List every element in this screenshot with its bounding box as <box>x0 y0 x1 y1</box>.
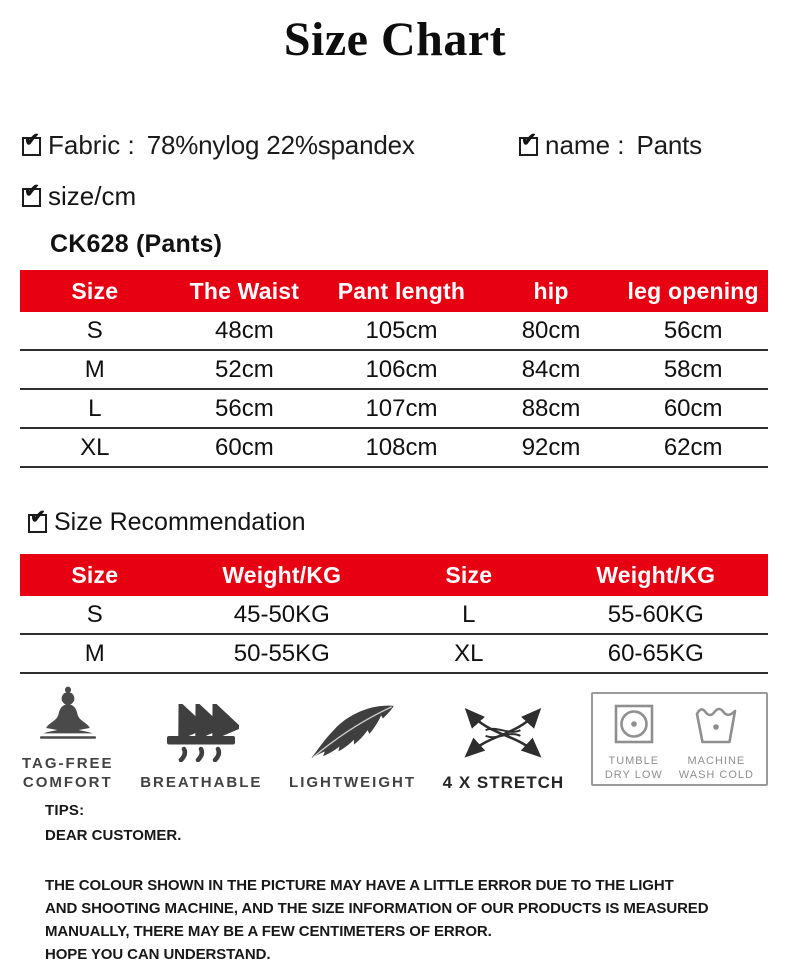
feature-lightweight <box>289 686 416 792</box>
name-value: Pants <box>636 130 702 160</box>
table-cell: M <box>84 355 105 383</box>
table-row <box>20 350 768 389</box>
care-label: TUMBLE <box>608 755 660 767</box>
tips-line: AND SHOOTING MACHINE, AND THE SIZE INFORMATION OF OUR PRODUCTS IS MEASURED <box>45 900 709 917</box>
table-cell: 56cm <box>663 316 723 344</box>
tips-salutation: DEAR CUSTOMER. <box>45 827 182 844</box>
feather-icon <box>307 702 399 767</box>
fabric-label: Fabric : <box>48 130 135 160</box>
table-cell: S <box>86 316 103 344</box>
feature-strip <box>0 686 790 792</box>
name-line <box>519 130 702 161</box>
care-machine-wash <box>678 704 754 781</box>
table-cell: L <box>462 600 476 628</box>
table-cell: 58cm <box>663 355 723 383</box>
table-cell: 80cm <box>521 316 581 344</box>
product-code: CK628 (Pants) <box>50 230 223 258</box>
checkbox-checked-icon <box>22 188 41 207</box>
care-instructions-box <box>591 692 768 786</box>
feature-breathable <box>140 686 262 792</box>
table-cell: XL <box>454 639 484 667</box>
table-cell: 88cm <box>521 394 581 422</box>
size-table-header-row <box>20 270 768 312</box>
size-table-header: hip <box>484 270 619 312</box>
feature-label: TAG-FREE <box>22 755 114 772</box>
feature-label: COMFORT <box>22 774 113 791</box>
name-label: name : <box>545 130 625 160</box>
fabric-line <box>22 130 415 161</box>
tips-section <box>45 802 790 966</box>
checkbox-checked-icon <box>22 137 41 156</box>
feature-label: LIGHTWEIGHT <box>289 774 417 791</box>
table-cell: M <box>84 639 105 667</box>
tips-line: MANUALLY, THERE MAY BE A FEW CENTIMETERS OF ERROR. <box>45 923 492 940</box>
table-row <box>20 596 768 634</box>
table-cell: 105cm <box>365 316 438 344</box>
table-row <box>20 428 768 467</box>
tips-body <box>45 874 790 966</box>
size-table-header: leg opening <box>618 270 768 312</box>
size-table-header: Pant length <box>319 270 484 312</box>
care-label: DRY LOW <box>604 769 663 781</box>
feature-label: BREATHABLE <box>140 774 263 791</box>
yoga-meditation-icon <box>37 685 99 748</box>
machine-wash-icon <box>695 704 737 749</box>
table-cell: 107cm <box>365 394 438 422</box>
size-unit-line <box>22 181 790 212</box>
recommendation-header: Weight/KG <box>544 554 768 596</box>
checkbox-checked-icon <box>519 137 538 156</box>
table-cell: 48cm <box>215 316 274 344</box>
table-cell: 62cm <box>663 433 723 461</box>
size-table <box>20 270 768 468</box>
stretch-arrows-icon <box>455 704 551 767</box>
table-cell: 60cm <box>215 433 274 461</box>
table-row <box>20 634 768 673</box>
tips-line: THE COLOUR SHOWN IN THE PICTURE MAY HAVE A LITTLE ERROR DUE TO THE LIGHT <box>45 877 674 894</box>
table-cell: 60-65KG <box>607 639 704 667</box>
page-title: Size Chart <box>283 13 507 66</box>
recommendation-header: Weight/KG <box>170 554 394 596</box>
recommendation-table <box>20 554 768 674</box>
tumble-dry-icon <box>614 704 654 749</box>
info-row <box>0 130 790 161</box>
table-cell: S <box>86 600 103 628</box>
table-cell: 45-50KG <box>233 600 330 628</box>
table-cell: 50-55KG <box>233 639 330 667</box>
tips-line: HOPE YOU CAN UNDERSTAND. <box>45 946 271 963</box>
table-cell: 84cm <box>521 355 581 383</box>
recommendation-header: Size <box>394 554 544 596</box>
care-tumble-dry <box>604 704 663 781</box>
table-row <box>20 389 768 428</box>
table-cell: 92cm <box>521 433 581 461</box>
table-cell: 56cm <box>215 394 274 422</box>
size-table-header: Size <box>20 270 170 312</box>
size-unit-label: size/cm <box>48 181 137 211</box>
care-label: MACHINE <box>687 755 746 767</box>
tips-heading: TIPS: <box>45 802 85 819</box>
table-cell: 60cm <box>663 394 723 422</box>
table-cell: 106cm <box>365 355 438 383</box>
size-recommendation-label: Size Recommendation <box>54 508 306 536</box>
table-cell: 55-60KG <box>607 600 704 628</box>
feature-tag-free-comfort <box>22 686 114 792</box>
breathable-steam-icon <box>163 704 239 767</box>
feature-label: 4 X STRETCH <box>442 773 565 792</box>
feature-4x-stretch <box>443 686 565 792</box>
table-row <box>20 312 768 350</box>
table-cell: L <box>88 394 102 422</box>
table-cell: 108cm <box>365 433 438 461</box>
fabric-value: 78%nylog 22%spandex <box>146 130 415 160</box>
recommendation-header: Size <box>20 554 170 596</box>
checkbox-checked-icon <box>28 514 47 533</box>
recommendation-header-row <box>20 554 768 596</box>
table-cell: 52cm <box>215 355 274 383</box>
size-table-header: The Waist <box>170 270 320 312</box>
care-label: WASH COLD <box>678 769 754 781</box>
table-cell: XL <box>80 433 110 461</box>
size-recommendation-line <box>28 508 790 537</box>
